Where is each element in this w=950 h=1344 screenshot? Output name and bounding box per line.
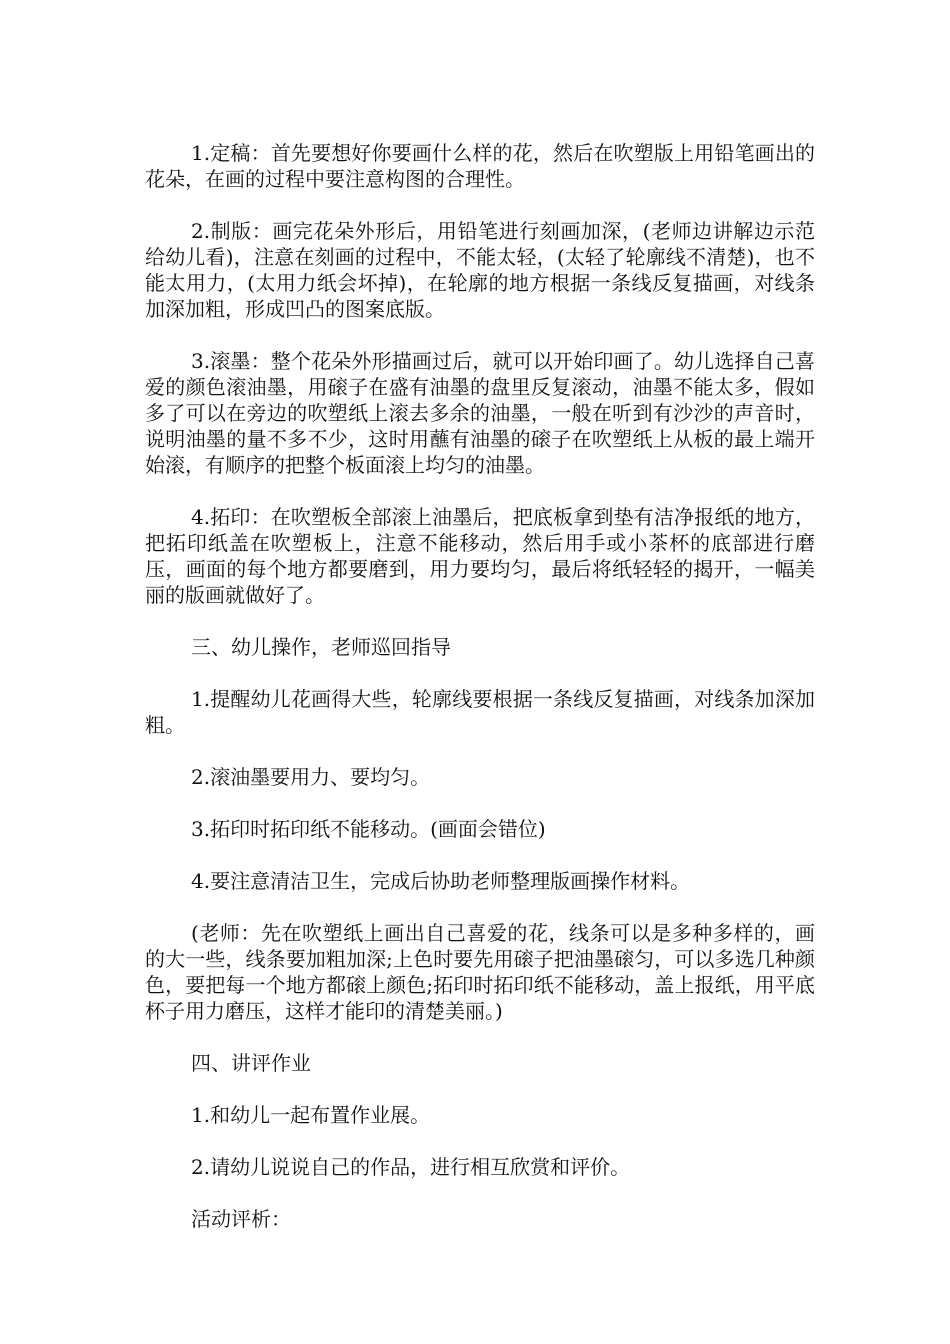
guide-item-4: 4.要注意清洁卫生，完成后协助老师整理版画操作材料。 bbox=[191, 869, 691, 893]
guide-item-1: 1.提醒幼儿花画得大些，轮廓线要根据一条线反复描画，对线条加深加粗。 bbox=[145, 687, 815, 737]
document-body bbox=[145, 140, 815, 1258]
review-item-2: 2.请幼儿说说自己的作品，进行相互欣赏和评价。 bbox=[191, 1155, 631, 1179]
step-finalize-draft: 1.定稿：首先要想好你要画什么样的花，然后在吹塑版上用铅笔画出的花朵，在画的过程中要注意构图的合理性。 bbox=[145, 141, 815, 191]
section-heading-children-operation: 三、幼儿操作，老师巡回指导 bbox=[191, 635, 451, 659]
step-print: 4.拓印：在吹塑板全部滚上油墨后，把底板拿到垫有洁净报纸的地方，把拓印纸盖在吹塑板上，注意不能移动，然后用手或小茶杯的底部进行磨压，画面的每个地方都要磨到，用力要均匀，最后将纸轻轻的揭开，一幅美丽的版画就做好了。 bbox=[145, 505, 815, 607]
guide-item-3: 3.拓印时拓印纸不能移动。(画面会错位) bbox=[191, 817, 546, 841]
review-item-1: 1.和幼儿一起布置作业展。 bbox=[191, 1103, 431, 1127]
guide-item-2: 2.滚油墨要用力、要均匀。 bbox=[191, 765, 431, 789]
activity-analysis-label: 活动评析： bbox=[191, 1207, 291, 1231]
section-heading-review: 四、讲评作业 bbox=[191, 1051, 311, 1075]
teacher-note: (老师：先在吹塑纸上画出自己喜爱的花，线条可以是多种多样的，画的大一些，线条要加粗加深;上色时要先用磙子把油墨磙匀，可以多选几种颜色，要把每一个地方都磙上颜色;拓印时拓印纸不能移动，盖上报纸，用平底杯子用力磨压，这样才能印的清楚美丽。) bbox=[145, 921, 815, 1023]
step-make-plate: 2.制版：画完花朵外形后，用铅笔进行刻画加深，(老师边讲解边示范给幼儿看)，注意在刻画的过程中，不能太轻，(太轻了轮廓线不清楚)，也不能太用力，(太用力纸会坏掉)，在轮廓的地方根据一条线反复描画，对线条加深加粗，形成凹凸的图案底版。 bbox=[145, 219, 815, 321]
step-roll-ink: 3.滚墨：整个花朵外形描画过后，就可以开始印画了。幼儿选择自己喜爱的颜色滚油墨，用磙子在盛有油墨的盘里反复滚动，油墨不能太多，假如多了可以在旁边的吹塑纸上滚去多余的油墨，一般在听到有沙沙的声音时，说明油墨的量不多不少，这时用蘸有油墨的磙子在吹塑纸上从板的最上端开始滚，有顺序的把整个板面滚上均匀的油墨。 bbox=[145, 349, 815, 477]
